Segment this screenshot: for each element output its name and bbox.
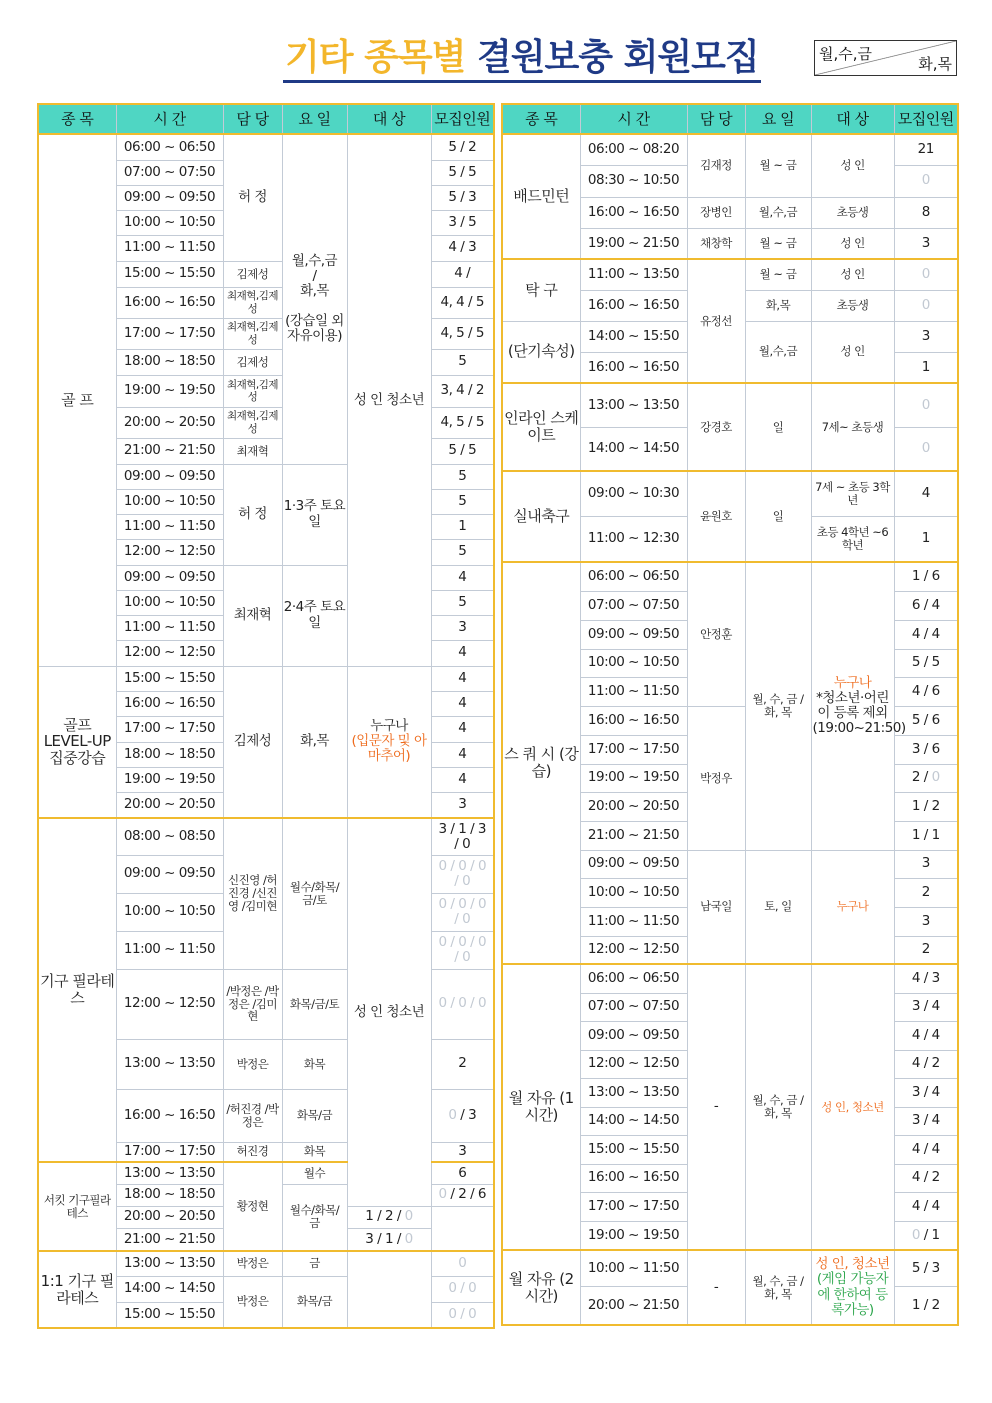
count-cell: 4 / 2 [894,1050,958,1078]
header-time: 시 간 [580,104,687,134]
count-cell: 4, 5 / 5 [431,407,494,438]
count-cell: 3 [894,228,958,259]
days-cell: 일 [745,383,811,471]
staff-cell: 남국일 [687,850,745,964]
target-cell: 성 인 [811,134,894,197]
time-cell: 09:00 ~ 09:50 [116,855,223,893]
time-cell: 10:00 ~ 10:50 [580,649,687,677]
count-cell: 5 [431,349,494,375]
header-sport: 종 목 [38,104,116,134]
count-cell: 1 / 2 / 0 [347,1206,431,1228]
time-cell: 09:00 ~ 09:50 [580,620,687,649]
time-cell: 10:00 ~ 11:50 [580,1250,687,1286]
days-cell: 토, 일 [745,850,811,964]
count-cell: 5 / 5 [894,649,958,677]
table-row [502,259,958,290]
count-cell: 3 [894,850,958,878]
time-cell: 20:00 ~ 20:50 [116,1206,223,1228]
count-cell: 0 [894,427,958,471]
time-cell: 10:00 ~ 10:50 [116,590,223,615]
target-cell: 성 인 청소년 [347,818,431,1206]
sport-table-tennis-short: (단기속성) [502,321,580,383]
staff-cell: 강경호 [687,383,745,471]
time-cell: 16:00 ~ 16:50 [580,290,687,321]
count-cell: 0 [894,290,958,321]
time-cell: 19:00 ~ 19:50 [116,767,223,792]
time-cell: 14:00 ~ 15:50 [580,321,687,352]
count-cell: 3 / 4 [894,1107,958,1135]
staff-cell: 허 정 [223,134,282,261]
time-cell: 15:00 ~ 15:50 [116,666,223,691]
target-cell: 성 인 [811,321,894,383]
time-cell: 16:00 ~ 16:50 [580,1164,687,1192]
days-cell: 월 ~ 금 [745,259,811,290]
sport-golf: 골 프 [38,134,116,666]
table-row [502,471,958,516]
time-cell: 11:00 ~ 11:50 [116,615,223,640]
days-cell: 월, 수, 금 / 화, 목 [745,964,811,1250]
title-part2: 결원보충 회원모집 [476,37,759,78]
count-cell: 4 / 2 [894,1164,958,1192]
count-cell: 3 / 1 / 3 / 0 [431,818,494,855]
time-cell: 09:00 ~ 09:50 [580,850,687,878]
time-cell: 12:00 ~ 12:50 [580,1050,687,1078]
time-cell: 17:00 ~ 17:50 [116,716,223,742]
staff-cell: 김제성 [223,261,282,287]
target-cell: 누구나 [811,850,894,964]
days-cell: 월 ~ 금 [745,228,811,259]
time-cell: 13:00 ~ 13:50 [116,1251,223,1276]
target-cell: 초등생 [811,197,894,228]
time-cell: 18:00 ~ 18:50 [116,742,223,767]
time-cell: 14:00 ~ 14:50 [116,1276,223,1302]
count-cell: 4 / 4 [894,1021,958,1050]
time-cell: 07:00 ~ 07:50 [116,160,223,185]
count-cell: 5 / 5 [431,438,494,464]
time-cell: 06:00 ~ 06:50 [580,964,687,993]
count-cell: 1 [894,352,958,383]
table-row [38,1251,494,1276]
staff-cell: 허진경 [223,1142,282,1162]
count-cell: 5 / 3 [431,185,494,210]
staff-cell: 최재혁,김제성 [223,287,282,318]
time-cell: 20:00 ~ 20:50 [116,407,223,438]
time-cell: 06:00 ~ 08:20 [580,134,687,165]
staff-cell: 안정훈 [687,562,745,706]
time-cell: 17:00 ~ 17:50 [580,1192,687,1221]
count-cell: 0 / 0 / 0 [431,969,494,1039]
count-cell: 4 [431,565,494,590]
time-cell: 20:00 ~ 21:50 [580,1286,687,1325]
sport-squash: 스 쿼 시 (강 습) [502,562,580,964]
count-cell: 5 / 3 [894,1250,958,1286]
target-cell: 성 인, 청소년 [811,964,894,1250]
table-row [502,964,958,993]
sport-free-1h: 월 자유 (1시간) [502,964,580,1250]
count-cell: 3 / 1 / 0 [347,1228,431,1251]
count-cell: 3 / 4 [894,993,958,1021]
staff-cell: 최재혁 [223,565,282,666]
count-cell: 3, 4 / 2 [431,375,494,407]
count-cell: 0 / 2 / 6 [431,1184,494,1206]
days-cell: 화,목 [282,666,347,818]
days-cell: 1·3주 토요일 [282,464,347,565]
table-row [502,134,958,165]
header-staff: 담 당 [223,104,282,134]
staff-cell: - [687,1250,745,1325]
days-cell: 월 ~ 금 [745,134,811,197]
days-cell: 2·4주 토요일 [282,565,347,666]
count-cell: 4, 5 / 5 [431,318,494,349]
count-cell: 4 [431,691,494,716]
count-cell: 4, 4 / 5 [431,287,494,318]
time-cell: 10:00 ~ 10:50 [116,893,223,931]
time-cell: 21:00 ~ 21:50 [116,1228,223,1251]
count-cell: 5 / 5 [431,160,494,185]
count-cell: 1 / 2 [894,1286,958,1325]
time-cell: 09:00 ~ 09:50 [580,1021,687,1050]
time-cell: 14:00 ~ 14:50 [580,1107,687,1135]
sport-table-tennis: 탁 구 [502,259,580,321]
count-cell: 4 / 3 [894,964,958,993]
time-cell: 16:00 ~ 16:50 [116,287,223,318]
time-cell: 18:00 ~ 18:50 [116,349,223,375]
count-cell: 5 [431,464,494,489]
count-cell: 4 [431,666,494,691]
time-cell: 11:00 ~ 12:30 [580,516,687,562]
staff-cell: /박정은 /박정은 /김미현 [223,969,282,1039]
header-staff: 담 당 [687,104,745,134]
count-cell: 5 / 6 [894,706,958,735]
time-cell: 09:00 ~ 09:50 [116,565,223,590]
day-legend-bottom: 화,목 [918,55,952,73]
time-cell: 09:00 ~ 09:50 [116,464,223,489]
time-cell: 13:00 ~ 13:50 [116,1039,223,1089]
time-cell: 06:00 ~ 06:50 [580,562,687,591]
count-cell: 4 [431,767,494,792]
staff-cell: 황정현 [223,1162,282,1251]
header-sport: 종 목 [502,104,580,134]
target-cell: 7세~ 초등생 [811,383,894,471]
time-cell: 19:00 ~ 19:50 [580,1221,687,1250]
staff-cell: 박정은 [223,1276,282,1328]
staff-cell: /허진경 /박정은 [223,1089,282,1142]
header-time: 시 간 [116,104,223,134]
count-cell: 4 / 3 [431,235,494,261]
days-cell: 월수 [282,1162,347,1184]
count-cell: 4 / 4 [894,1192,958,1221]
time-cell: 12:00 ~ 12:50 [580,936,687,964]
count-cell: 5 [431,590,494,615]
table-row [502,383,958,427]
count-cell: 21 [894,134,958,165]
staff-cell: 최재혁,김제성 [223,407,282,438]
count-cell: 5 [431,539,494,565]
staff-cell: 윤원호 [687,471,745,562]
count-cell: 3 / 6 [894,735,958,764]
staff-cell: 김재정 [687,134,745,197]
table-row [38,134,494,160]
target-cell: 성 인 [811,259,894,290]
time-cell: 13:00 ~ 13:50 [580,383,687,427]
time-cell: 11:00 ~ 11:50 [580,907,687,936]
count-cell: 0 / 1 [894,1221,958,1250]
time-cell: 11:00 ~ 13:50 [580,259,687,290]
staff-cell: 박정우 [687,706,745,850]
time-cell: 14:00 ~ 14:50 [580,427,687,471]
days-cell: 월,수,금 [745,197,811,228]
header-count: 모집인원 [894,104,958,134]
count-cell: 2 [431,1039,494,1089]
staff-cell: 최재혁,김제성 [223,318,282,349]
count-cell: 0 [894,259,958,290]
staff-cell: 최재혁,김제성 [223,375,282,407]
time-cell: 08:00 ~ 08:50 [116,818,223,855]
days-cell: 일 [745,471,811,562]
table-row [38,818,494,855]
table-row [38,666,494,691]
days-cell: 월,수,금 / 화,목 (강습일 외 자유이용) [282,134,347,464]
days-cell: 화목 [282,1039,347,1089]
day-legend-top: 월,수,금 [819,45,873,63]
time-cell: 16:00 ~ 16:50 [580,706,687,735]
sport-inline-skate: 인라인 스케이트 [502,383,580,471]
header-row [38,104,494,134]
right-schedule-table [501,103,959,1326]
header-days: 요 일 [745,104,811,134]
staff-cell: 유정선 [687,259,745,383]
count-cell: 1 [894,516,958,562]
target-cell: 성 인 청소년 [347,134,431,666]
time-cell: 19:00 ~ 19:50 [580,764,687,792]
target-cell: 누구나 (입문자 및 아마추어) [347,666,431,818]
sport-indoor-soccer: 실내축구 [502,471,580,562]
time-cell: 17:00 ~ 17:50 [116,318,223,349]
count-cell: 3 [894,321,958,352]
table-row [502,562,958,591]
count-cell: 4 / 6 [894,677,958,706]
days-cell: 화목/금 [282,1276,347,1328]
sport-one-on-one-pilates: 1:1 기구 필라테스 [38,1251,116,1328]
count-cell: 3 [431,615,494,640]
time-cell: 15:00 ~ 15:50 [116,1302,223,1328]
time-cell: 16:00 ~ 16:50 [116,1089,223,1142]
header-target: 대 상 [347,104,431,134]
left-schedule-table [37,103,495,1329]
count-cell: 1 / 2 [894,792,958,821]
target-cell: 초등생 [811,290,894,321]
count-cell: 4 [431,640,494,666]
target-cell [347,1251,431,1328]
count-cell: 0 / 0 / 0 / 0 [431,855,494,893]
days-cell: 월수/화목/ 금/토 [282,818,347,969]
staff-cell: 채창학 [687,228,745,259]
count-cell: 3 [894,907,958,936]
count-cell: 0 / 0 [431,1276,494,1302]
header-row [502,104,958,134]
table-row [502,1250,958,1286]
target-cell: 성 인, 청소년 (게임 가능자에 한하여 등록가능) [811,1250,894,1325]
count-cell: 4 [431,716,494,742]
page-title [283,36,761,83]
target-cell: 누구나 *청소년·어린이 등록 제외 (19:00~21:50) [811,562,894,850]
time-cell: 15:00 ~ 15:50 [580,1135,687,1164]
count-cell: 4 / 4 [894,620,958,649]
time-cell: 15:00 ~ 15:50 [116,261,223,287]
count-cell: 4 [894,471,958,516]
time-cell: 10:00 ~ 10:50 [116,210,223,235]
count-cell: 0 / 0 / 0 / 0 [431,893,494,931]
count-cell: 1 / 6 [894,562,958,591]
time-cell: 06:00 ~ 06:50 [116,134,223,160]
staff-cell: 박정은 [223,1251,282,1276]
count-cell: 0 [894,165,958,197]
sport-pilates: 기구 필라테스 [38,818,116,1162]
time-cell: 20:00 ~ 20:50 [116,792,223,818]
count-cell: 2 / 0 [894,764,958,792]
time-cell: 13:00 ~ 13:50 [580,1078,687,1107]
time-cell: 10:00 ~ 10:50 [580,878,687,907]
days-cell: 월, 수, 금 / 화, 목 [745,562,811,850]
count-cell: 3 / 5 [431,210,494,235]
days-cell: 월, 수, 금 / 화, 목 [745,1250,811,1325]
staff-cell: 신진영 /허진경 /신진영 /김미현 [223,818,282,969]
time-cell: 16:00 ~ 16:50 [580,352,687,383]
days-cell: 화목/금/토 [282,969,347,1039]
count-cell: 3 [431,792,494,818]
staff-cell: 박정은 [223,1039,282,1089]
time-cell: 17:00 ~ 17:50 [580,735,687,764]
staff-cell: 김제성 [223,349,282,375]
days-cell: 화목/금 [282,1089,347,1142]
time-cell: 10:00 ~ 10:50 [116,489,223,514]
time-cell: 17:00 ~ 17:50 [116,1142,223,1162]
time-cell: 09:00 ~ 09:50 [116,185,223,210]
staff-cell: - [687,964,745,1250]
count-cell: 0 / 0 / 0 / 0 [431,931,494,969]
target-cell: 초등 4학년 ~6학년 [811,516,894,562]
title-part1: 기타 종목별 [285,37,466,78]
count-cell: 3 / 4 [894,1078,958,1107]
time-cell: 08:30 ~ 10:50 [580,165,687,197]
time-cell: 07:00 ~ 07:50 [580,591,687,620]
count-cell: 4 / [431,261,494,287]
count-cell: 0 [894,383,958,427]
staff-cell: 최재혁 [223,438,282,464]
count-cell: 0 [431,1251,494,1276]
days-cell: 월,수,금 [745,321,811,383]
day-legend-box [814,40,957,76]
time-cell: 09:00 ~ 10:30 [580,471,687,516]
time-cell: 16:00 ~ 16:50 [580,197,687,228]
count-cell: 1 / 1 [894,821,958,850]
header-target: 대 상 [811,104,894,134]
days-cell: 화,목 [745,290,811,321]
time-cell: 19:00 ~ 19:50 [116,375,223,407]
sport-golf-levelup: 골프 LEVEL-UP 집중강습 [38,666,116,818]
count-cell: 4 / 4 [894,1135,958,1164]
time-cell: 11:00 ~ 11:50 [580,677,687,706]
time-cell: 21:00 ~ 21:50 [116,438,223,464]
time-cell: 12:00 ~ 12:50 [116,969,223,1039]
days-cell: 금 [282,1251,347,1276]
count-cell: 3 [431,1142,494,1162]
count-cell: 0 / 3 [431,1089,494,1142]
time-cell: 20:00 ~ 20:50 [580,792,687,821]
count-cell: 0 / 0 [431,1302,494,1328]
count-cell: 8 [894,197,958,228]
count-cell: 2 [894,936,958,964]
count-cell: 4 [431,742,494,767]
staff-cell: 김제성 [223,666,282,818]
header-days: 요 일 [282,104,347,134]
time-cell: 21:00 ~ 21:50 [580,821,687,850]
time-cell: 13:00 ~ 13:50 [116,1162,223,1184]
count-cell: 5 [431,489,494,514]
time-cell: 07:00 ~ 07:50 [580,993,687,1021]
time-cell: 11:00 ~ 11:50 [116,235,223,261]
target-cell: 성 인 [811,228,894,259]
count-cell: 6 [431,1162,494,1184]
time-cell: 16:00 ~ 16:50 [116,691,223,716]
count-cell: 6 / 4 [894,591,958,620]
time-cell: 18:00 ~ 18:50 [116,1184,223,1206]
sport-free-2h: 월 자유 (2시간) [502,1250,580,1325]
count-cell: 5 / 2 [431,134,494,160]
time-cell: 12:00 ~ 12:50 [116,640,223,666]
time-cell: 19:00 ~ 21:50 [580,228,687,259]
header-count: 모집인원 [431,104,494,134]
time-cell: 12:00 ~ 12:50 [116,539,223,565]
sport-badminton: 배드민턴 [502,134,580,259]
days-cell: 월수/화목/ 금 [282,1184,347,1251]
sport-circuit-pilates: 서킷 기구필라테스 [38,1162,116,1251]
time-cell: 11:00 ~ 11:50 [116,931,223,969]
target-cell: 7세 ~ 초등 3학년 [811,471,894,516]
count-cell: 1 [431,514,494,539]
staff-cell: 허 정 [223,464,282,565]
staff-cell: 장병인 [687,197,745,228]
time-cell: 11:00 ~ 11:50 [116,514,223,539]
count-cell: 2 [894,878,958,907]
days-cell: 화목 [282,1142,347,1162]
